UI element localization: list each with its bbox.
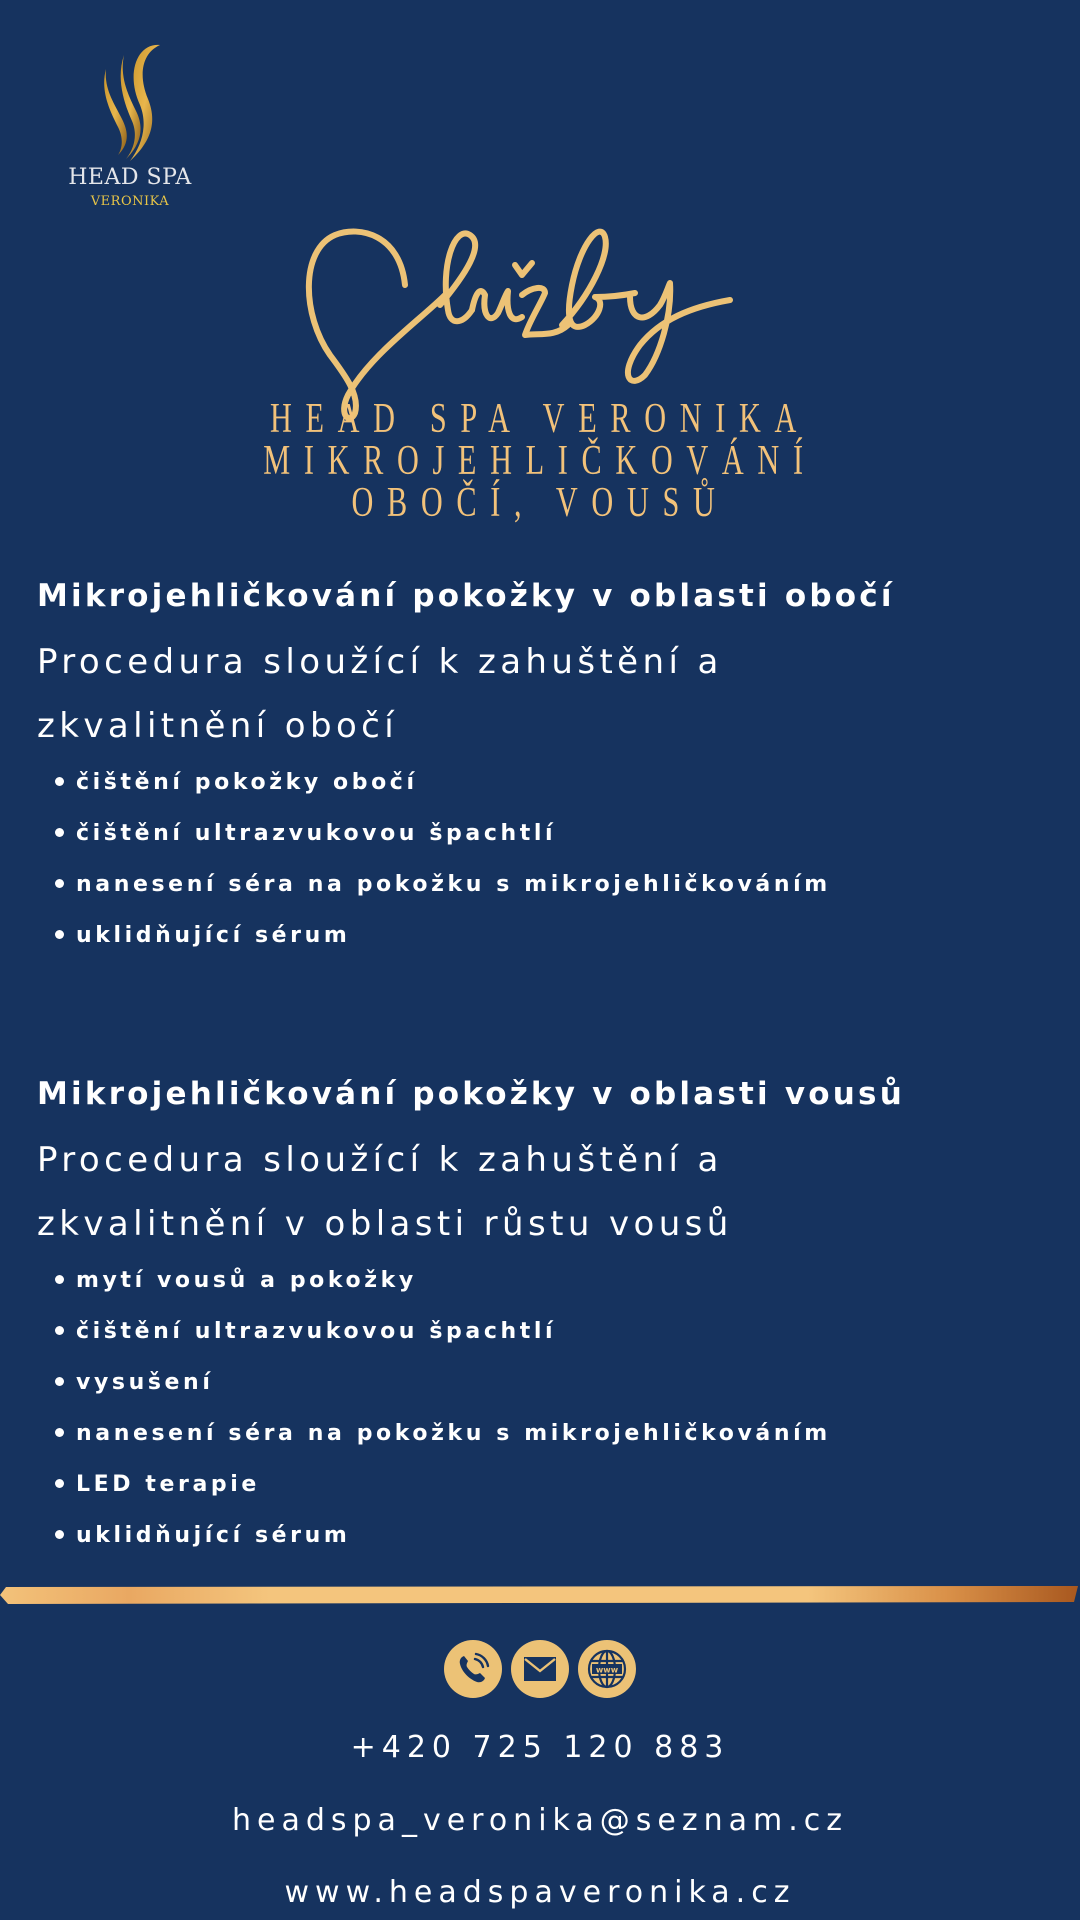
bullet-icon [55, 1275, 64, 1284]
page-subtitle [151, 398, 929, 524]
bullet-list-eyebrows [55, 757, 831, 961]
email-icon[interactable] [511, 1640, 569, 1698]
list-item [55, 1255, 831, 1306]
list-item-label: vysušení [76, 1370, 214, 1395]
bullet-list-beard [55, 1255, 831, 1561]
list-item [55, 910, 831, 961]
subtitle-line: HEAD SPA VERONIKA [269, 396, 811, 442]
bullet-icon [55, 1377, 64, 1386]
list-item [55, 1357, 831, 1408]
bullet-icon [55, 1479, 64, 1488]
section-description-beard [37, 1128, 733, 1256]
section-heading-beard: Mikrojehličkování pokožky v oblasti vousů [37, 1076, 905, 1112]
subtitle-line: MIKROJEHLIČKOVÁNÍ [263, 438, 817, 484]
phone-icon[interactable] [444, 1640, 502, 1698]
list-item-label: uklidňující sérum [76, 1523, 351, 1548]
bullet-icon [55, 1326, 64, 1335]
description-line: zkvalitnění obočí [37, 706, 399, 746]
contact-icons [444, 1640, 636, 1698]
description-line: Procedura sloužící k zahuštění a [37, 1140, 723, 1180]
section-heading-eyebrows: Mikrojehličkování pokožky v oblasti obočí [37, 578, 895, 614]
section-description-eyebrows [37, 630, 723, 758]
subtitle-line: OBOČÍ, VOUSŮ [351, 480, 729, 526]
list-item-label: LED terapie [76, 1472, 260, 1497]
logo-subtitle: VERONIKA [90, 194, 170, 209]
list-item [55, 1510, 831, 1561]
logo [60, 30, 200, 215]
description-line: zkvalitnění v oblasti růstu vousů [37, 1204, 733, 1244]
list-item-label: uklidňující sérum [76, 923, 351, 948]
contact-email[interactable]: headspa_veronika@seznam.cz [231, 1803, 848, 1838]
contact-website[interactable]: www.headspaveronika.cz [284, 1875, 796, 1910]
description-line: Procedura sloužící k zahuštění a [37, 642, 723, 682]
web-globe-icon[interactable] [578, 1640, 636, 1698]
flame-swirl-icon [88, 35, 178, 165]
svg-text:www: www [595, 1665, 619, 1675]
bullet-icon [55, 777, 64, 786]
list-item [55, 757, 831, 808]
list-item-label: nanesení séra na pokožku s mikrojehličkováním [76, 1421, 831, 1446]
list-item [55, 859, 831, 910]
page-title [300, 225, 750, 425]
list-item-label: mytí vousů a pokožky [76, 1268, 417, 1293]
gold-brush-divider [0, 1585, 1080, 1605]
list-item-label: čištění ultrazvukovou špachtlí [76, 821, 557, 846]
bullet-icon [55, 879, 64, 888]
list-item [55, 808, 831, 859]
bullet-icon [55, 828, 64, 837]
contact-phone[interactable]: +420 725 120 883 [350, 1730, 730, 1765]
list-item [55, 1459, 831, 1510]
list-item [55, 1306, 831, 1357]
list-item-label: čištění pokožky obočí [76, 770, 418, 795]
list-item-label: nanesení séra na pokožku s mikrojehličkováním [76, 872, 831, 897]
bullet-icon [55, 930, 64, 939]
bullet-icon [55, 1428, 64, 1437]
bullet-icon [55, 1530, 64, 1539]
list-item [55, 1408, 831, 1459]
logo-title: HEAD SPA [68, 165, 192, 190]
list-item-label: čištění ultrazvukovou špachtlí [76, 1319, 557, 1344]
